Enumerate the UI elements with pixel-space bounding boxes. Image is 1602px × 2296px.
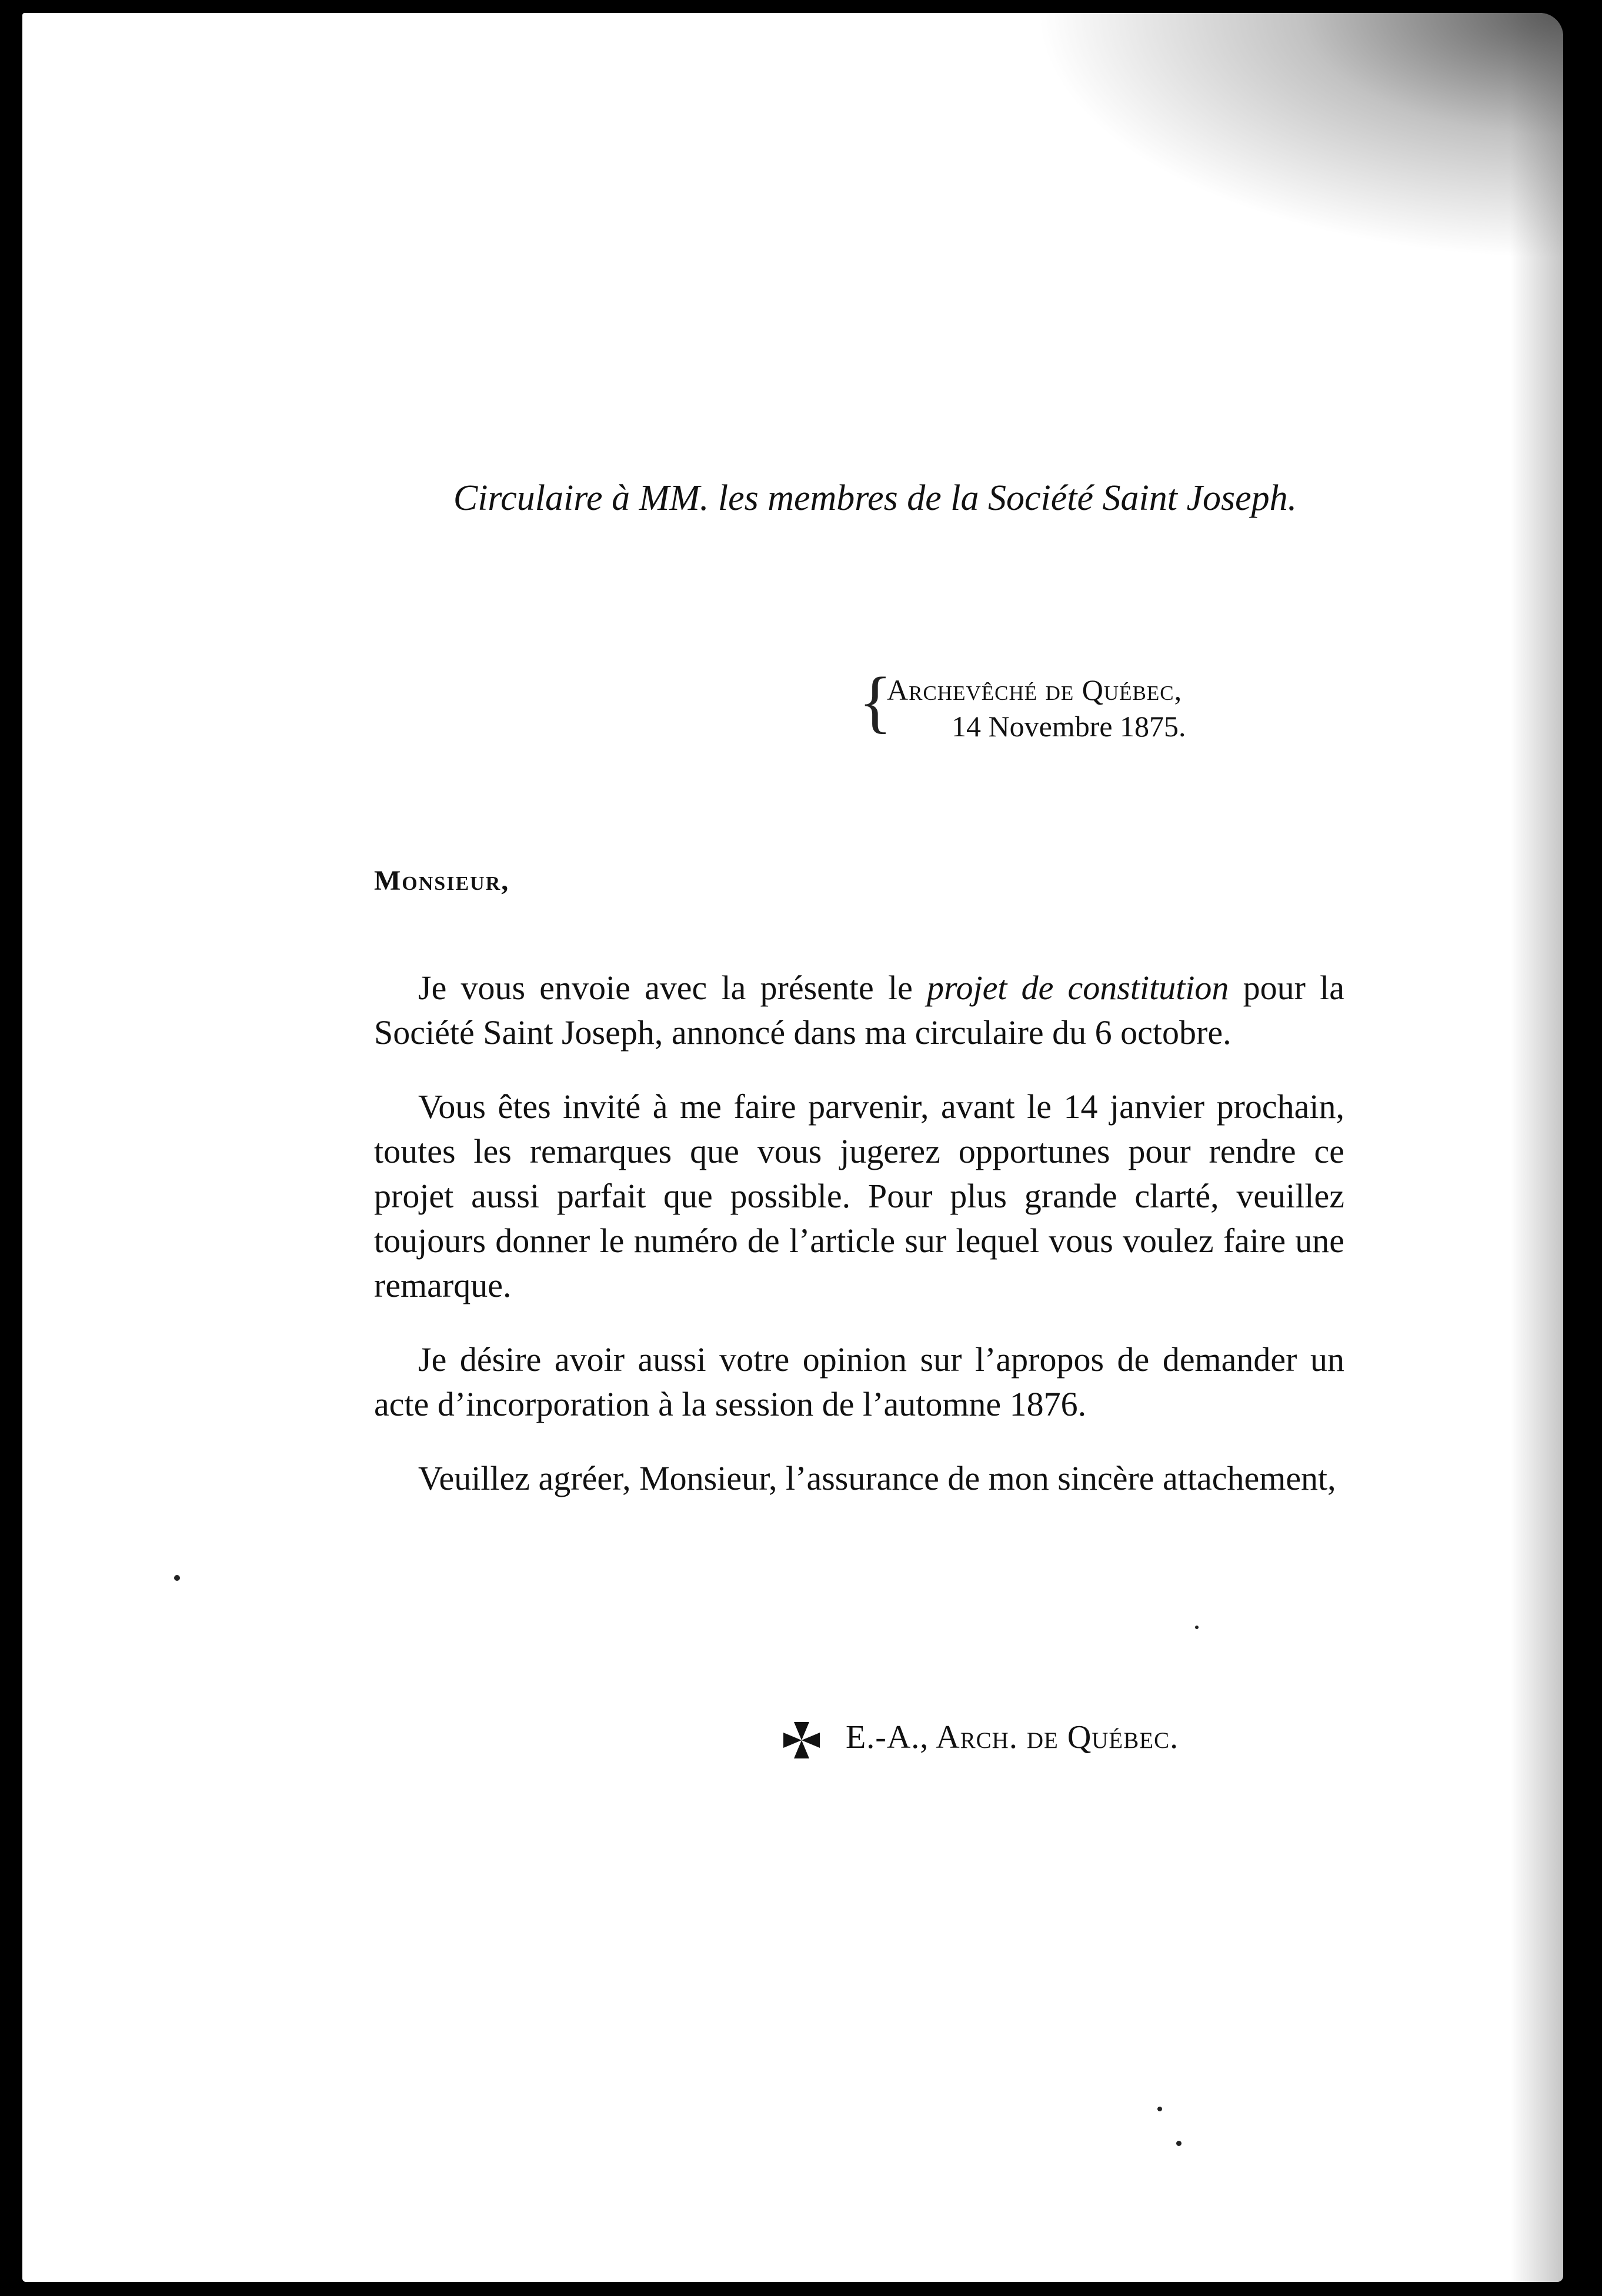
paragraph-1-start: Je vous envoie avec la présente le: [418, 969, 913, 1007]
scan-speck: [1157, 2107, 1162, 2111]
paragraph-1: [374, 966, 1344, 1055]
paragraph-1-end: pour la Société Saint Joseph, annoncé dans ma circulaire du 6 octobre.: [374, 969, 1345, 1052]
scan-speck: [1195, 1626, 1199, 1629]
paper-sheet: [22, 13, 1563, 2282]
dateline: [859, 663, 1310, 745]
dateline-place: Archevêché de Québec,: [887, 673, 1183, 706]
salutation: Monsieur,: [374, 865, 510, 896]
paragraph-2: Vous êtes invité à me faire parvenir, avant le 14 janvier prochain, toutes les remarques que vous jugerez opportunes pour rendre ce projet aussi parfait que possible. Pour plus grande clarté, veuillez toujours donner le numéro de l’article sur lequel vous voulez faire une remarque.: [374, 1087, 1344, 1304]
signature-line: [781, 1718, 1179, 1761]
paragraph-1-emphasis: projet de constitution: [927, 969, 1229, 1007]
circular-title: Circulaire à MM. les membres de la Société Saint Joseph.: [453, 478, 1297, 518]
letter-body: [374, 966, 1344, 1530]
paragraph-3: Je désire avoir aussi votre opinion sur l’apropos de demander un acte d’incorporation à la session de l’automne 1876.: [374, 1340, 1344, 1423]
signature-name: E.-A., Arch. de Québec.: [846, 1719, 1179, 1756]
paragraph-4: Veuillez agréer, Monsieur, l’assurance de mon sincère attachement,: [418, 1459, 1336, 1497]
scan-speck: [1176, 2141, 1182, 2146]
cross-icon: [781, 1720, 822, 1761]
brace-icon: {: [859, 663, 892, 740]
dateline-date: 14 Novembre 1875.: [952, 710, 1186, 743]
scan-speck: [174, 1575, 180, 1581]
letter-content: [22, 13, 1563, 2282]
